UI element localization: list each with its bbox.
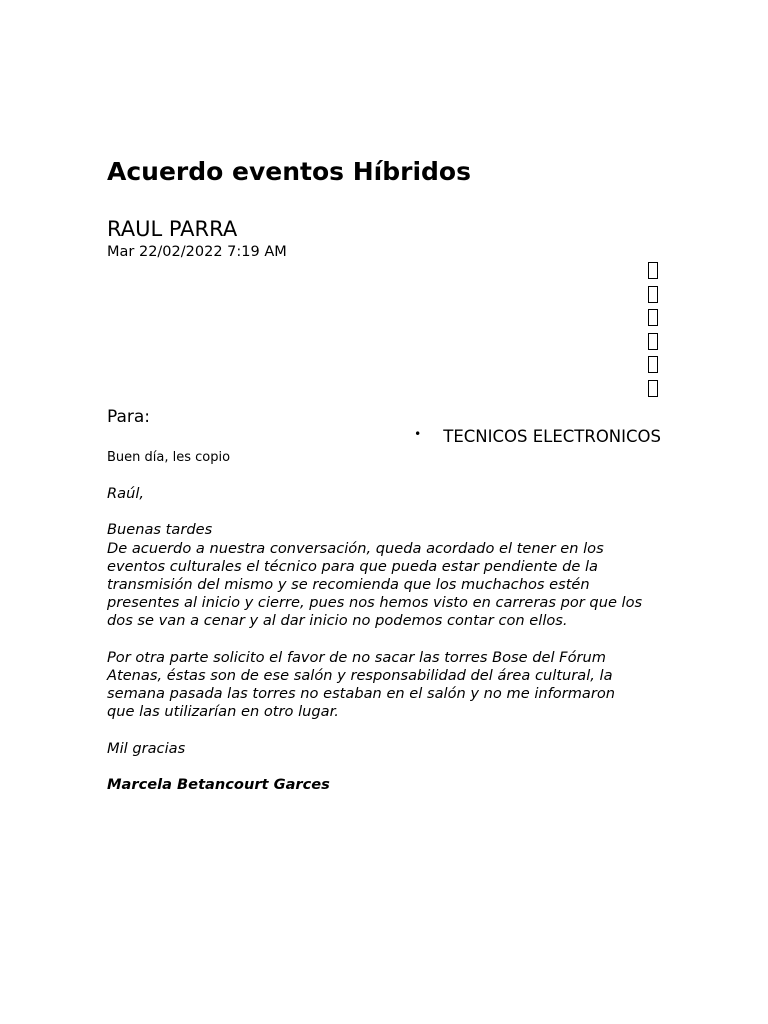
missing-glyph-icon (648, 309, 658, 326)
quoted-greeting: Raúl, (107, 485, 145, 502)
paragraph-line: que las utilizarían en otro lugar. (107, 703, 339, 721)
missing-glyph-icon (648, 380, 658, 397)
paragraph-line: Por otra parte solicito el favor de no sacar las torres Bose del Fórum (107, 648, 606, 666)
recipient-list-item (414, 426, 661, 448)
signature: Marcela Betancourt Garces (107, 776, 330, 794)
sender-name: RAUL PARRA (107, 217, 238, 241)
paragraph-line: Atenas, éstas son de ese salón y responsabilidad del área cultural, la (107, 667, 613, 684)
paragraph-line: De acuerdo a nuestra conversación, queda acordado el tener en los (107, 539, 604, 557)
missing-glyph-icon (648, 286, 658, 303)
missing-glyph-icon (648, 356, 658, 373)
missing-glyph-column (648, 262, 662, 404)
email-intro: Buen día, les copio (107, 450, 231, 465)
to-label: Para: (107, 407, 151, 427)
missing-glyph-icon (648, 333, 658, 350)
quoted-message (107, 485, 667, 794)
missing-glyph-icon (648, 262, 658, 279)
paragraph-line: semana pasada las torres no estaban en el salón y no me informaron (107, 685, 616, 703)
sent-date: Mar 22/02/2022 7:19 AM (107, 244, 287, 260)
paragraph-line: dos se van a cenar y al dar inicio no podemos contar con ellos. (107, 612, 568, 630)
quoted-salutation: Buenas tardes (107, 521, 213, 539)
paragraph-line: transmisión del mismo y se recomienda que los muchachos estén (107, 576, 590, 593)
quoted-closing: Mil gracias (107, 739, 186, 757)
paragraph-line: eventos culturales el técnico para que pueda estar pendiente de la (107, 557, 598, 575)
recipient-name: TECNICOS ELECTRONICOS (443, 427, 661, 446)
email-subject: Acuerdo eventos Híbridos (107, 157, 471, 186)
bullet-icon: • (414, 427, 422, 441)
paragraph-line: presentes al inicio y cierre, pues nos hemos visto en carreras por que los (107, 594, 643, 612)
